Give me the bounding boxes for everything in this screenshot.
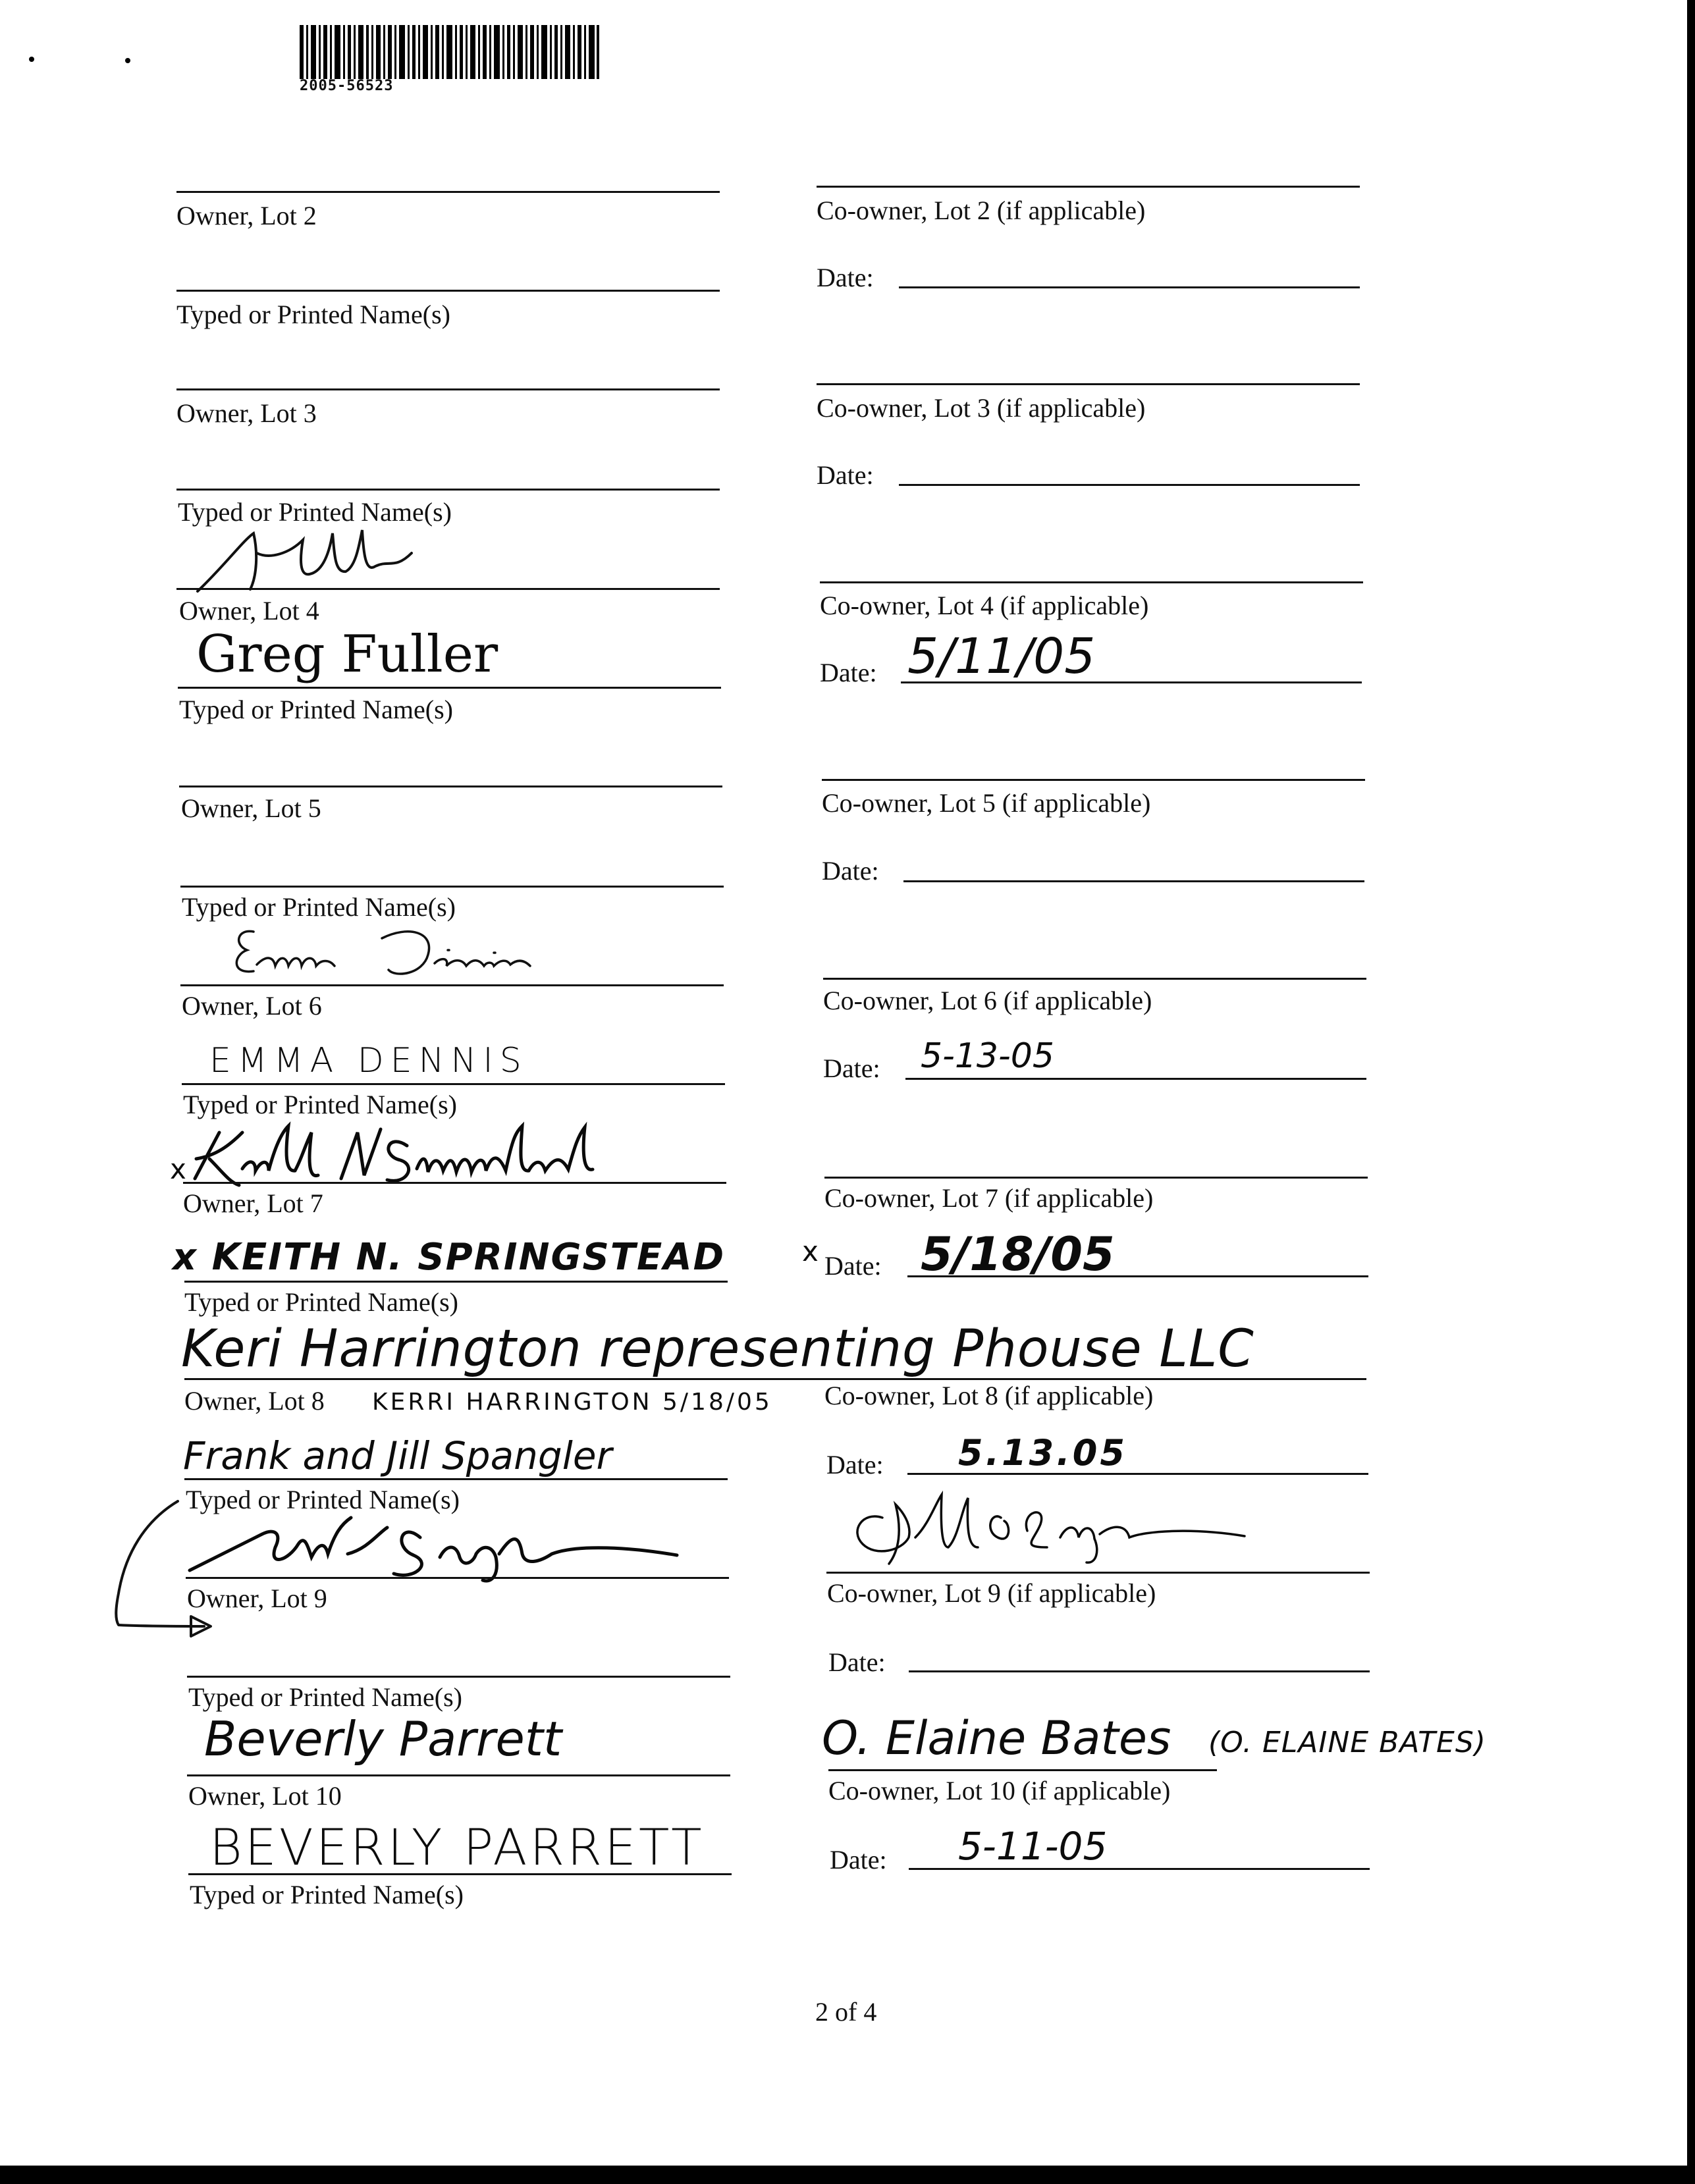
owner-lot2-typed-name-label: Typed or Printed Name(s)	[176, 300, 450, 329]
coowner-lot7-label: Co-owner, Lot 7 (if applicable)	[824, 1183, 1154, 1213]
coowner-lot10-label: Co-owner, Lot 10 (if applicable)	[828, 1776, 1171, 1805]
owner-lot8-printed-names-line: Frank and Jill Spangler	[183, 1433, 612, 1478]
owner-lot10-typed-name-label: Typed or Printed Name(s)	[190, 1880, 464, 1909]
coowner-lot7-signature-line	[824, 1177, 1368, 1179]
owner-lot7-name-line	[184, 1281, 728, 1283]
coowner-lot4-signature-line	[820, 581, 1363, 583]
coowner-lot8-date: 5.13.05	[958, 1432, 1127, 1474]
coowner-lot9-date-line	[909, 1670, 1370, 1672]
owner-lot5-signature-line	[179, 786, 722, 787]
coowner-lot8-label: Co-owner, Lot 8 (if applicable)	[824, 1381, 1154, 1410]
scan-border-bottom	[0, 2166, 1695, 2184]
owner-lot9-typed-name-label: Typed or Printed Name(s)	[188, 1682, 462, 1712]
coowner-lot10-date-line	[909, 1868, 1370, 1870]
owner-lot10-name-line	[188, 1873, 732, 1875]
coowner-lot7-date-label: Date:	[824, 1251, 882, 1281]
owner-lot2-name-line	[176, 290, 720, 292]
coowner-lot8-date-label: Date:	[826, 1450, 884, 1479]
coowner-lot9-date-label: Date:	[828, 1647, 886, 1677]
coowner-lot8-date-line	[907, 1473, 1368, 1475]
owner-lot4-signature-line	[176, 588, 720, 590]
owner-lot4-typed-name-label: Typed or Printed Name(s)	[179, 695, 453, 724]
coowner-lot7-date: 5/18/05	[921, 1227, 1115, 1281]
owner-lot8-printed-name: KERRI HARRINGTON 5/18/05	[372, 1389, 772, 1416]
owner-lot6-signature	[217, 919, 560, 991]
owner-lot5-label: Owner, Lot 5	[181, 793, 321, 823]
owner-lot4-signature	[184, 514, 461, 599]
owner-lot2-label: Owner, Lot 2	[176, 201, 317, 230]
owner-lot7-typed-name-label: Typed or Printed Name(s)	[184, 1287, 458, 1317]
owner-lot9-label: Owner, Lot 9	[187, 1584, 327, 1613]
barcode-number: 2005-56523	[300, 78, 394, 94]
scan-border-right	[1687, 0, 1695, 2184]
owner-lot7-signature	[190, 1119, 611, 1192]
owner-lot8-label: Owner, Lot 8	[184, 1386, 325, 1416]
owner-lot5-name-line	[180, 886, 724, 888]
coowner-lot5-signature-line	[822, 779, 1365, 781]
coowner-lot2-date-label: Date:	[817, 263, 874, 292]
coowner-lot2-date-line	[899, 286, 1360, 288]
coowner-lot9-signature	[836, 1485, 1258, 1577]
coowner-lot4-date: 5/11/05	[907, 628, 1096, 685]
owner-lot6-name-line	[182, 1083, 725, 1085]
coowner-lot3-date-line	[899, 484, 1360, 486]
owner-lot6-printed-name: EMMA DENNIS	[209, 1041, 528, 1080]
owner-lot10-signature: Beverly Parrett	[204, 1711, 562, 1767]
owner-lot8-signature-line	[184, 1378, 1366, 1380]
owner-lot6-typed-name-label: Typed or Printed Name(s)	[183, 1090, 457, 1119]
owner-lot4-label: Owner, Lot 4	[179, 596, 319, 626]
owner-lot4-printed-name: Greg Fuller	[196, 625, 498, 684]
coowner-lot10-signature-line	[828, 1769, 1217, 1771]
coowner-lot6-date-line	[905, 1078, 1366, 1080]
coowner-lot7-date-mark: x	[802, 1235, 819, 1267]
coowner-lot4-label: Co-owner, Lot 4 (if applicable)	[820, 591, 1149, 620]
coowner-lot3-signature-line	[817, 383, 1360, 385]
coowner-lot6-label: Co-owner, Lot 6 (if applicable)	[823, 986, 1152, 1015]
scan-speck	[29, 57, 34, 62]
owner-lot10-signature-line	[187, 1774, 730, 1776]
scan-speck	[125, 58, 130, 63]
owner-lot3-typed-name-label: Typed or Printed Name(s)	[178, 497, 452, 527]
owner-lot7-signature-mark: x	[170, 1153, 186, 1185]
owner-lot9-signature	[183, 1508, 684, 1587]
coowner-lot5-date-label: Date:	[822, 856, 879, 886]
owner-lot8-signature: Keri Harrington representing Phouse LLC	[181, 1319, 1254, 1379]
owner-lot2-signature-line	[176, 191, 720, 193]
coowner-lot10-signature: O. Elaine Bates	[822, 1711, 1171, 1765]
coowner-lot6-date: 5-13-05	[921, 1036, 1054, 1076]
owner-lot10-label: Owner, Lot 10	[188, 1781, 342, 1811]
coowner-lot4-date-line	[901, 681, 1362, 683]
owner-lot6-label: Owner, Lot 6	[182, 991, 322, 1021]
coowner-lot9-label: Co-owner, Lot 9 (if applicable)	[827, 1578, 1156, 1608]
owner-lot3-name-line	[176, 489, 720, 491]
coowner-lot6-signature-line	[823, 978, 1366, 980]
coowner-lot7-date-line	[907, 1275, 1368, 1277]
coowner-lot6-date-label: Date:	[823, 1053, 880, 1083]
owner-lot3-label: Owner, Lot 3	[176, 398, 317, 428]
coowner-lot3-label: Co-owner, Lot 3 (if applicable)	[817, 393, 1146, 423]
owner-lot9-name-line	[187, 1676, 730, 1678]
owner-lot8-name-line	[184, 1478, 728, 1480]
owner-lot6-signature-line	[180, 984, 724, 986]
owner-lot3-signature-line	[176, 388, 720, 390]
owner-lot4-name-line	[178, 687, 721, 689]
owner-lot9-signature-line	[186, 1577, 729, 1579]
coowner-lot9-signature-line	[826, 1572, 1370, 1574]
coowner-lot2-signature-line	[817, 186, 1360, 188]
coowner-lot5-date-line	[903, 880, 1364, 882]
coowner-lot3-date-label: Date:	[817, 460, 874, 490]
coowner-lot5-label: Co-owner, Lot 5 (if applicable)	[822, 788, 1151, 818]
page-number: 2 of 4	[815, 1997, 877, 2027]
coowner-lot10-date: 5-11-05	[958, 1824, 1108, 1869]
coowner-lot2-label: Co-owner, Lot 2 (if applicable)	[817, 196, 1146, 225]
owner-lot7-label: Owner, Lot 7	[183, 1188, 323, 1218]
owner-lot7-signature-line	[183, 1182, 726, 1184]
coowner-lot10-printed-name: (O. ELAINE BATES)	[1208, 1726, 1486, 1759]
coowner-lot4-date-label: Date:	[820, 658, 877, 687]
owner-lot10-printed-name: BEVERLY PARRETT	[209, 1818, 705, 1877]
barcode-graphic	[300, 25, 599, 79]
coowner-lot10-date-label: Date:	[830, 1845, 887, 1875]
owner-lot5-typed-name-label: Typed or Printed Name(s)	[182, 892, 456, 922]
owner-lot8-typed-name-label: Typed or Printed Name(s)	[186, 1485, 460, 1514]
owner-lot7-printed-name: x KEITH N. SPRINGSTEAD	[173, 1236, 726, 1279]
